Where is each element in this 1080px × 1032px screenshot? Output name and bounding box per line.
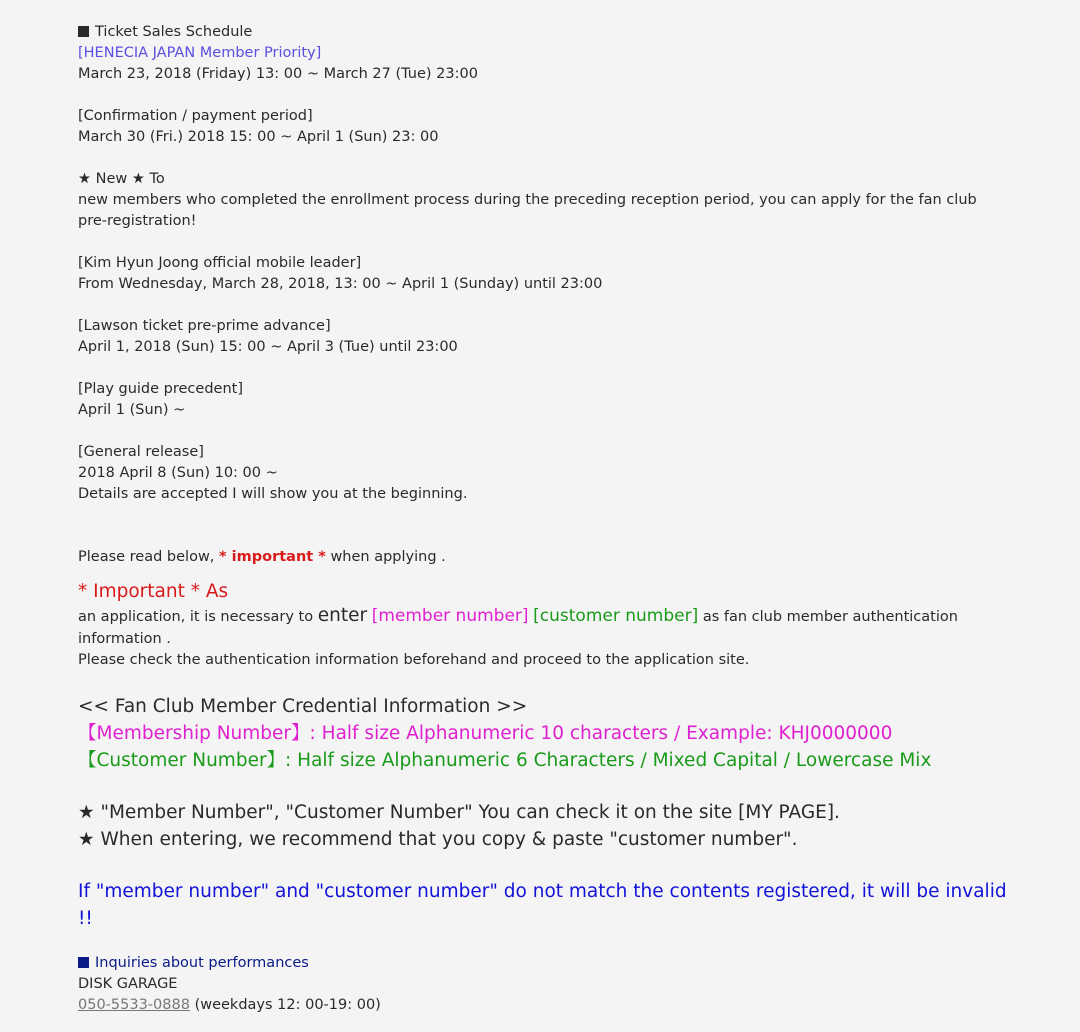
auth-line-cont: information . (78, 631, 171, 647)
play-guide-dates: April 1 (Sun) ~ (78, 402, 186, 418)
play-guide-title: [Play guide precedent] (78, 381, 243, 397)
black-square-icon (78, 26, 89, 37)
phone-line: 050-5533-0888 (weekdays 12: 00-19: 00) (78, 997, 381, 1013)
check-text: Please check the authentication information beforehand and proceed to the application site. (78, 652, 750, 668)
membership-number-line: 【Membership Number】: Half size Alphanumeric 10 characters / Example: KHJ0000000 (78, 723, 893, 744)
tip-copy-paste: ★ When entering, we recommend that you copy & paste "customer number". (78, 829, 798, 850)
inquiries-heading: Inquiries about performances (78, 953, 1008, 974)
lawson-title: [Lawson ticket pre-prime advance] (78, 318, 331, 334)
member-number-label: [member number] (371, 606, 529, 626)
invalid-warning: If "member number" and "customer number" do not match the contents registered, it will be invalid !! (78, 881, 1007, 929)
mobile-title: [Kim Hyun Joong official mobile leader] (78, 255, 362, 271)
confirm-title: [Confirmation / payment period] (78, 108, 313, 124)
confirm-dates: March 30 (Fri.) 2018 15: 00 ~ April 1 (Sun) 23: 00 (78, 129, 439, 145)
priority-dates: March 23, 2018 (Friday) 13: 00 ~ March 27 (Tue) 23:00 (78, 66, 478, 82)
new-members-title: ★ New ★ To (78, 171, 165, 187)
important-heading: * Important * As (78, 581, 229, 602)
customer-number-label: [customer number] (533, 606, 699, 626)
important-inline: * important * (219, 549, 326, 565)
credentials-heading: << Fan Club Member Credential Information >> (78, 696, 528, 717)
customer-number-line: 【Customer Number】: Half size Alphanumeric 6 Characters / Mixed Capital / Lowercase Mix (78, 750, 932, 771)
new-members-text: new members who completed the enrollment process during the preceding reception period, you can apply for the fan club pre-registration! (78, 192, 977, 229)
lawson-dates: April 1, 2018 (Sun) 15: 00 ~ April 3 (Tue) until 23:00 (78, 339, 458, 355)
schedule-heading: Ticket Sales Schedule (78, 22, 1008, 43)
details-text: Details are accepted I will show you at the beginning. (78, 486, 468, 502)
phone-link[interactable]: 050-5533-0888 (78, 997, 190, 1013)
auth-line: an application, it is necessary to enter [member number] [customer number] as fan club member authentication (78, 605, 958, 626)
page-content (78, 22, 1008, 1016)
general-release-dates: 2018 April 8 (Sun) 10: 00 ~ (78, 465, 278, 481)
read-below-line: Please read below, * important * when applying . (78, 549, 446, 565)
company-name: DISK GARAGE (78, 976, 178, 992)
tip-member-number: ★ "Member Number", "Customer Number" You can check it on the site [MY PAGE]. (78, 802, 840, 823)
priority-title: [HENECIA JAPAN Member Priority] (78, 45, 322, 61)
mobile-dates: From Wednesday, March 28, 2018, 13: 00 ~ April 1 (Sunday) until 23:00 (78, 276, 603, 292)
general-release-title: [General release] (78, 444, 204, 460)
navy-square-icon (78, 957, 89, 968)
